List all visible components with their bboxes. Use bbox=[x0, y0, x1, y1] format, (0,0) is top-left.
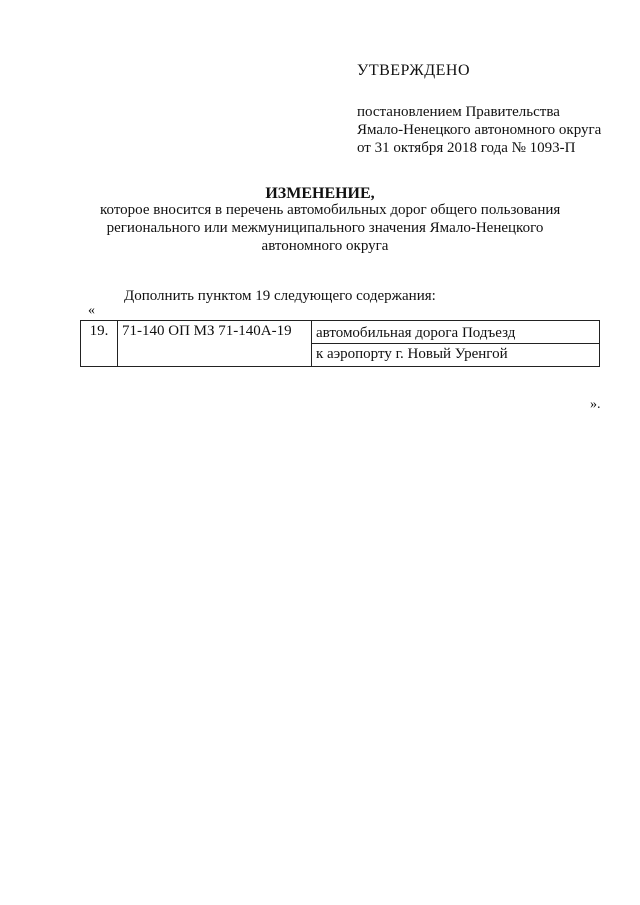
subtitle-line: которое вносится в перечень автомобильных дорог общего пользования bbox=[100, 202, 561, 218]
decree-line: от 31 октября 2018 года № 1093-П bbox=[357, 140, 576, 156]
table-row bbox=[81, 321, 600, 367]
decree-line: постановлением Правительства bbox=[357, 104, 560, 120]
road-name-line: к аэропорту г. Новый Уренгой bbox=[312, 343, 599, 364]
close-quote: ». bbox=[590, 397, 601, 412]
subtitle-line: регионального или межмуниципального значения Ямало-Ненецкого bbox=[106, 220, 544, 236]
intro-paragraph: Дополнить пунктом 19 следующего содержания: bbox=[124, 288, 436, 304]
document-title: ИЗМЕНЕНИЕ, bbox=[265, 185, 375, 202]
subtitle-line: автономного округа bbox=[261, 238, 389, 254]
road-name bbox=[312, 321, 600, 367]
road-name-line: автомобильная дорога Подъезд bbox=[316, 325, 516, 341]
approved-stamp: УТВЕРЖДЕНО bbox=[357, 62, 471, 79]
decree-reference bbox=[357, 103, 601, 157]
document-subtitle bbox=[100, 201, 561, 255]
row-number: 19. bbox=[81, 321, 118, 367]
decree-line: Ямало-Ненецкого автономного округа bbox=[357, 122, 602, 138]
road-table bbox=[80, 320, 600, 367]
open-quote: « bbox=[88, 303, 95, 318]
road-code: 71-140 ОП МЗ 71-140А-19 bbox=[118, 321, 312, 367]
